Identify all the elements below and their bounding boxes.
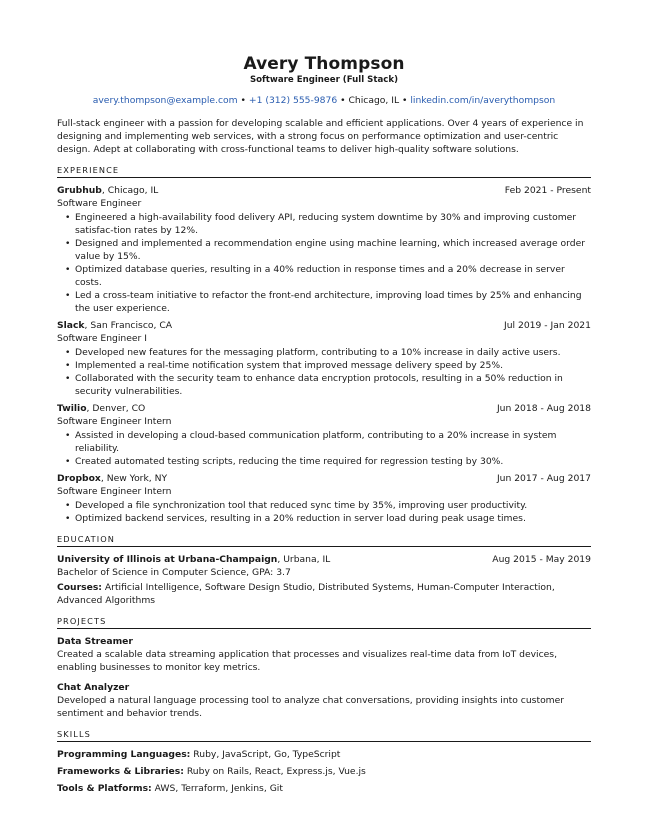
job-role: Software Engineer Intern	[57, 486, 172, 497]
job-dates: Jun 2018 - Aug 2018	[496, 403, 591, 414]
job-entry	[57, 402, 591, 468]
section-heading: EDUCATION	[57, 534, 591, 547]
education-dates: Aug 2015 - May 2019	[492, 554, 591, 565]
job-role: Software Engineer Intern	[57, 416, 172, 427]
bullet-item: • Developed new features for the messaging platform, contributing to a 10% increase in daily active users.	[75, 346, 591, 359]
job-dates: Jun 2017 - Aug 2017	[496, 473, 591, 484]
job-entry	[57, 184, 591, 315]
summary-paragraph: Full-stack engineer with a passion for developing scalable and efficient applications. Over 4 years of experience in designing and implementing web services, with a strong focus on performance optimization and user-centric design. Adept at collaborating with cross-functional teams to deliver high-quality software solutions.	[57, 118, 584, 155]
skill-row	[57, 748, 591, 761]
candidate-name: Avery Thompson	[243, 54, 405, 74]
skill-row	[57, 782, 591, 795]
job-header	[57, 402, 591, 415]
email-link[interactable]: avery.thompson@example.com	[92, 95, 238, 106]
job-entry	[57, 472, 591, 525]
school-name: University of Illinois at Urbana-Champaign	[57, 554, 278, 565]
job-dates: Jul 2019 - Jan 2021	[503, 320, 591, 331]
skill-value: Ruby, JavaScript, Go, TypeScript	[190, 749, 341, 760]
bullet-item: • Created automated testing scripts, reducing the time required for regression testing by 30%.	[75, 455, 591, 468]
skill-value: Ruby on Rails, React, Express.js, Vue.js	[183, 766, 366, 777]
projects-section	[57, 616, 591, 720]
bullet-item: • Engineered a high-availability food delivery API, reducing system downtime by 30% and improving customer satisfac-tion rates by 12%.	[75, 211, 591, 237]
courses-label: Courses:	[57, 582, 102, 593]
bullet-item: • Collaborated with the security team to enhance data encryption protocols, resulting in a 50% reduction in security vulnerabilities.	[75, 372, 591, 398]
company-name: Grubhub	[57, 185, 102, 196]
education-header	[57, 553, 591, 566]
separator: •	[340, 95, 349, 106]
job-location: , Denver, CO	[86, 403, 146, 414]
job-role: Software Engineer I	[57, 333, 147, 344]
job-header	[57, 184, 591, 197]
job-location: , Chicago, IL	[101, 185, 159, 196]
project-entry	[57, 635, 591, 674]
separator: •	[402, 95, 411, 106]
project-description: Developed a natural language processing tool to analyze chat conversations, providing insights into customer sentiment and behavior trends.	[57, 695, 565, 719]
job-entry	[57, 319, 591, 398]
job-location: , New York, NY	[100, 473, 168, 484]
bullet-item: • Designed and implemented a recommendation engine using machine learning, which increased average order value by 15%.	[75, 237, 591, 263]
skill-value: AWS, Terraform, Jenkins, Git	[151, 783, 283, 794]
skills-section	[57, 729, 591, 795]
job-header	[57, 319, 591, 332]
courses-line	[57, 581, 591, 607]
job-bullets	[57, 346, 591, 398]
bullet-item: • Optimized backend services, resulting in a 20% reduction in server load during peak usage times.	[75, 512, 591, 525]
skill-label: Frameworks & Libraries:	[57, 766, 184, 777]
project-description: Created a scalable data streaming application that processes and visualizes real-time data from IoT devices, enabling businesses to monitor key metrics.	[57, 649, 558, 673]
linkedin-link[interactable]: linkedin.com/in/averythompson	[410, 95, 556, 106]
job-bullets	[57, 429, 591, 468]
job-dates: Feb 2021 - Present	[504, 185, 591, 196]
job-role: Software Engineer	[57, 198, 142, 209]
contact-line	[57, 94, 591, 107]
section-heading: EXPERIENCE	[57, 165, 591, 178]
bullet-item: • Developed a file synchronization tool that reduced sync time by 35%, improving user productivity.	[75, 499, 591, 512]
job-bullets	[57, 499, 591, 525]
courses-list: Artificial Intelligence, Software Design Studio, Distributed Systems, Human-Computer Interaction, Advanced Algorithms	[57, 582, 555, 606]
candidate-title: Software Engineer (Full Stack)	[249, 75, 399, 85]
bullet-item: • Led a cross-team initiative to refactor the front-end architecture, improving load times by 25% and enhancing the user experience.	[75, 289, 591, 315]
phone-link[interactable]: +1 (312) 555-9876	[248, 95, 338, 106]
company-name: Dropbox	[57, 473, 101, 484]
job-location: , San Francisco, CA	[84, 320, 173, 331]
skill-label: Programming Languages:	[57, 749, 191, 760]
company-name: Slack	[57, 320, 85, 331]
separator: •	[240, 95, 249, 106]
project-entry	[57, 681, 591, 720]
section-heading: SKILLS	[57, 729, 591, 742]
degree-text: Bachelor of Science in Computer Science, GPA: 3.7	[57, 567, 291, 578]
bullet-item: • Assisted in developing a cloud-based communication platform, contributing to a 20% increase in system reliability.	[75, 429, 591, 455]
job-header	[57, 472, 591, 485]
company-name: Twilio	[57, 403, 87, 414]
school-location: , Urbana, IL	[277, 554, 331, 565]
experience-section	[57, 165, 591, 525]
project-title: Data Streamer	[57, 636, 133, 647]
bullet-item: • Optimized database queries, resulting in a 40% reduction in response times and a 20% decrease in server costs.	[75, 263, 591, 289]
education-section	[57, 534, 591, 607]
bullet-item: • Implemented a real-time notification system that improved message delivery speed by 25%.	[75, 359, 591, 372]
location-text: Chicago, IL	[348, 95, 400, 106]
skill-row	[57, 765, 591, 778]
job-bullets	[57, 211, 591, 315]
skill-label: Tools & Platforms:	[57, 783, 152, 794]
section-heading: PROJECTS	[57, 616, 591, 629]
project-title: Chat Analyzer	[57, 682, 130, 693]
